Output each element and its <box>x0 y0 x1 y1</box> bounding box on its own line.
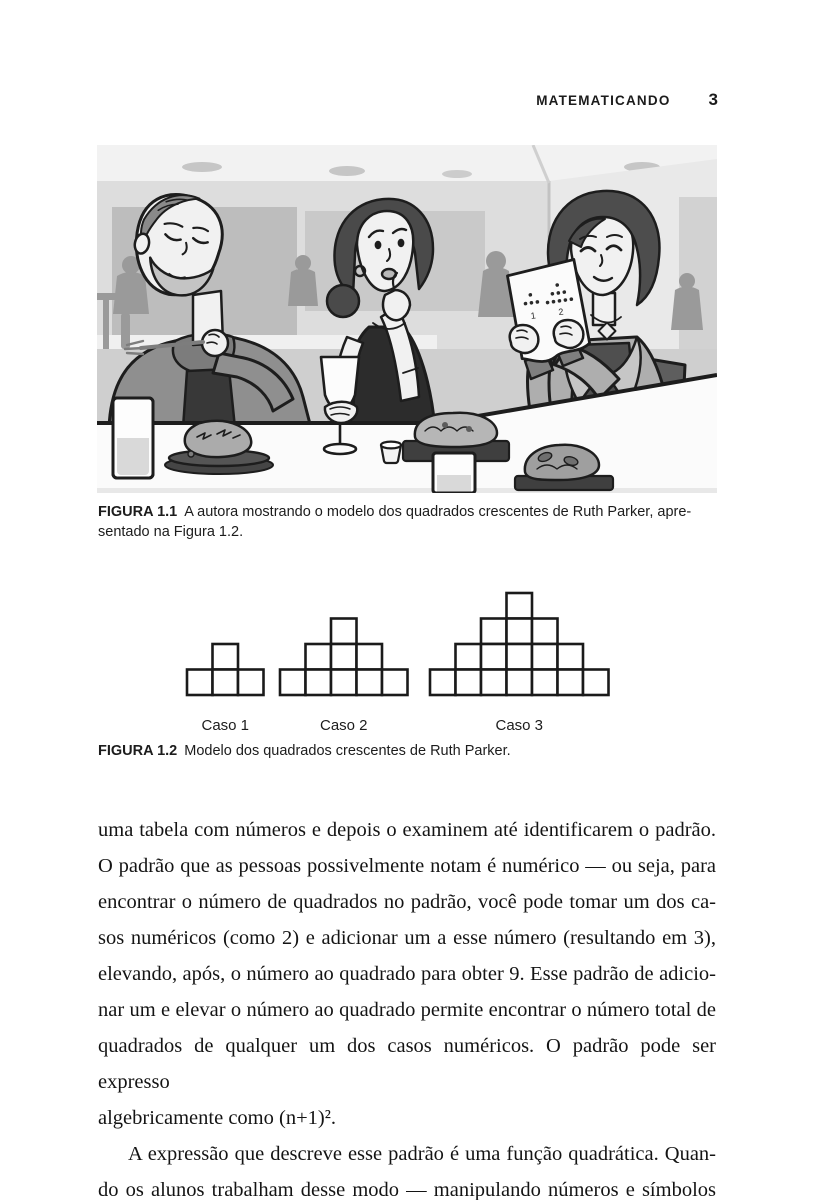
figure-1-2-caption: FIGURA 1.2 Modelo dos quadrados crescentes de Ruth Parker. <box>98 743 511 759</box>
pattern-square <box>507 670 533 696</box>
pattern-square <box>306 670 332 696</box>
restaurant-scene-drawing <box>97 145 717 493</box>
pattern-square <box>213 670 239 696</box>
figure-1-2-diagram <box>150 585 620 735</box>
case-label: Caso 1 <box>201 717 250 734</box>
caption-line: sentado na Figura 1.2. <box>98 523 244 540</box>
body-line: encontrar o número de quadrados no padrão, você pode tomar um dos ca- <box>98 891 716 913</box>
case-label: Caso 2 <box>319 717 368 734</box>
case-label: Caso 3 <box>495 717 544 734</box>
pattern-square <box>238 670 264 696</box>
body-line: O padrão que as pessoas possivelmente notam é numérico — ou seja, para <box>98 855 716 877</box>
card-case-label-1: 1 <box>530 310 537 321</box>
pattern-square <box>481 619 507 645</box>
body-text <box>98 812 716 1200</box>
pattern-square <box>456 670 482 696</box>
water-glass-left <box>113 398 153 478</box>
body-line: do os alunos trabalham desse modo — manipulando números e símbolos <box>98 1179 716 1200</box>
growing-squares-figure <box>150 585 620 735</box>
sauce-cup <box>381 442 401 463</box>
figure-1-1-caption <box>98 503 718 542</box>
pattern-square <box>357 670 383 696</box>
body-line: elevando, após, o número ao quadrado para obter 9. Esse padrão de adicio- <box>98 963 716 985</box>
pattern-square <box>481 644 507 670</box>
pattern-square <box>532 619 558 645</box>
figure-1-1-illustration <box>97 145 717 493</box>
pattern-square <box>456 644 482 670</box>
pattern-square <box>532 670 558 696</box>
pattern-square <box>331 619 357 645</box>
pattern-square <box>558 644 584 670</box>
pattern-square <box>280 670 306 696</box>
woman-center-chin-hand <box>383 290 410 320</box>
card-case-label-2: 2 <box>557 306 565 318</box>
pattern-square <box>357 644 383 670</box>
pattern-square <box>507 619 533 645</box>
pattern-square <box>507 644 533 670</box>
pattern-square <box>382 670 408 696</box>
running-title: MATEMATICANDO <box>536 93 671 108</box>
figure-1-2-label: FIGURA 1.2 <box>98 743 178 759</box>
pattern-square <box>213 644 239 670</box>
pattern-square <box>306 644 332 670</box>
body-line: uma tabela com números e depois o examinem até identificarem o padrão. <box>98 819 716 841</box>
pattern-square <box>331 670 357 696</box>
pattern-square <box>430 670 456 696</box>
caption-line: FIGURA 1.1 A autora mostrando o modelo dos quadrados crescentes de Ruth Parker, apre- <box>98 504 692 520</box>
body-line: sos numéricos (como 2) e adicionar um a esse número (resultando em 3), <box>98 927 716 949</box>
body-line: quadrados de qualquer um dos casos numéricos. O padrão pode ser expresso <box>98 1035 716 1093</box>
body-line: nar um e elevar o número ao quadrado permite encontrar o número total de <box>98 999 716 1021</box>
figure-1-1-label: FIGURA 1.1 <box>98 504 178 520</box>
body-line: algebricamente como (n+1)². <box>98 1107 336 1129</box>
body-line: A expressão que descreve esse padrão é uma função quadrática. Quan- <box>128 1143 716 1165</box>
page-number: 3 <box>708 90 718 109</box>
water-glass-center <box>433 453 475 493</box>
pattern-square <box>331 644 357 670</box>
woman-right-hand <box>510 325 539 353</box>
pattern-square <box>507 593 533 619</box>
woman-center-hand-on-glass <box>325 402 357 423</box>
pattern-square <box>583 670 609 696</box>
pattern-square <box>532 644 558 670</box>
running-head <box>98 90 718 110</box>
pattern-square <box>187 670 213 696</box>
pattern-square <box>481 670 507 696</box>
pattern-square <box>558 670 584 696</box>
